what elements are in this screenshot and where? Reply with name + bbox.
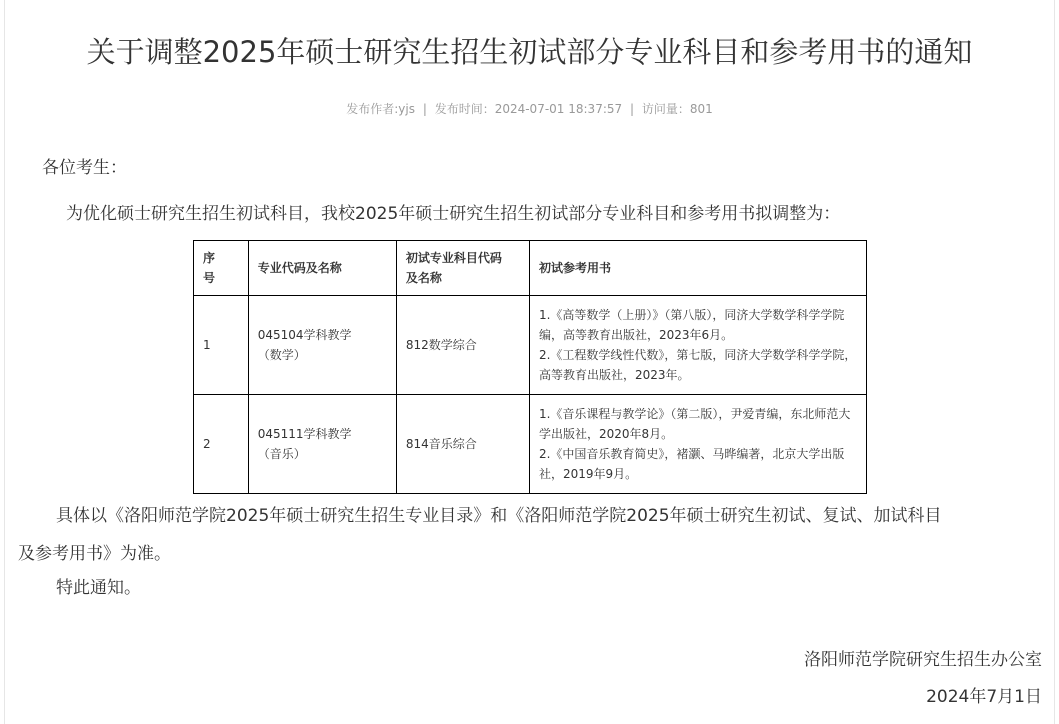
- notice-closing: 特此通知。: [56, 578, 141, 598]
- cell-books: [529, 395, 866, 494]
- table-row: [194, 296, 867, 395]
- cell-books: [529, 296, 866, 395]
- table-header-row: [194, 241, 867, 296]
- meta-separator: |: [629, 102, 635, 116]
- view-count-label: 访问量：801: [641, 102, 713, 116]
- header-no: 序号: [194, 241, 249, 296]
- table-row: [194, 395, 867, 494]
- article-meta: [0, 100, 1059, 118]
- signature-org: 洛阳师范学院研究生招生办公室: [804, 650, 1042, 670]
- publish-time-label: 发布时间：2024-07-01 18:37:57: [434, 102, 623, 116]
- intro-paragraph: 为优化硕士研究生招生初试科目，我校2025年硕士研究生招生初试部分专业科目和参考用书拟调整为：: [66, 204, 841, 224]
- greeting: 各位考生：: [42, 158, 127, 178]
- cell-exam: 812数学综合: [396, 296, 529, 395]
- cell-major: 045104学科教学（数学）: [248, 296, 396, 395]
- article-title: 关于调整2025年硕士研究生招生初试部分专业科目和参考用书的通知: [86, 35, 973, 69]
- detail-paragraph-continued: 及参考用书》为准。: [18, 544, 171, 564]
- signature-date: 2024年7月1日: [926, 687, 1042, 707]
- header-major: 专业代码及名称: [248, 241, 396, 296]
- header-books: 初试参考用书: [529, 241, 866, 296]
- author-label: 发布作者:yjs: [346, 102, 415, 116]
- meta-separator: |: [422, 102, 427, 116]
- book-entry: 2.《工程数学线性代数》，第七版，同济大学数学科学学院，高等教育出版社，2023年。: [538, 348, 857, 382]
- detail-paragraph: 具体以《洛阳师范学院2025年硕士研究生招生专业目录》和《洛阳师范学院2025年硕士研究生初试、复试、加试科目: [56, 506, 942, 526]
- header-exam: 初试专业科目代码及名称: [396, 241, 529, 296]
- book-entry: 2.《中国音乐教育简史》，褚灏、马晔编著，北京大学出版社，2019年9月。: [538, 447, 845, 481]
- book-entry: 1.《高等数学（上册）》（第八版），同济大学数学科学学院编，高等教育出版社，2023年6月。: [538, 308, 845, 342]
- book-entry: 1.《音乐课程与教学论》（第二版），尹爱青编，东北师范大学出版社，2020年8月。: [538, 407, 851, 441]
- cell-major: 045111学科教学（音乐）: [248, 395, 396, 494]
- cell-no: 2: [194, 395, 249, 494]
- subjects-table: [193, 240, 867, 494]
- cell-no: 1: [194, 296, 249, 395]
- cell-exam: 814音乐综合: [396, 395, 529, 494]
